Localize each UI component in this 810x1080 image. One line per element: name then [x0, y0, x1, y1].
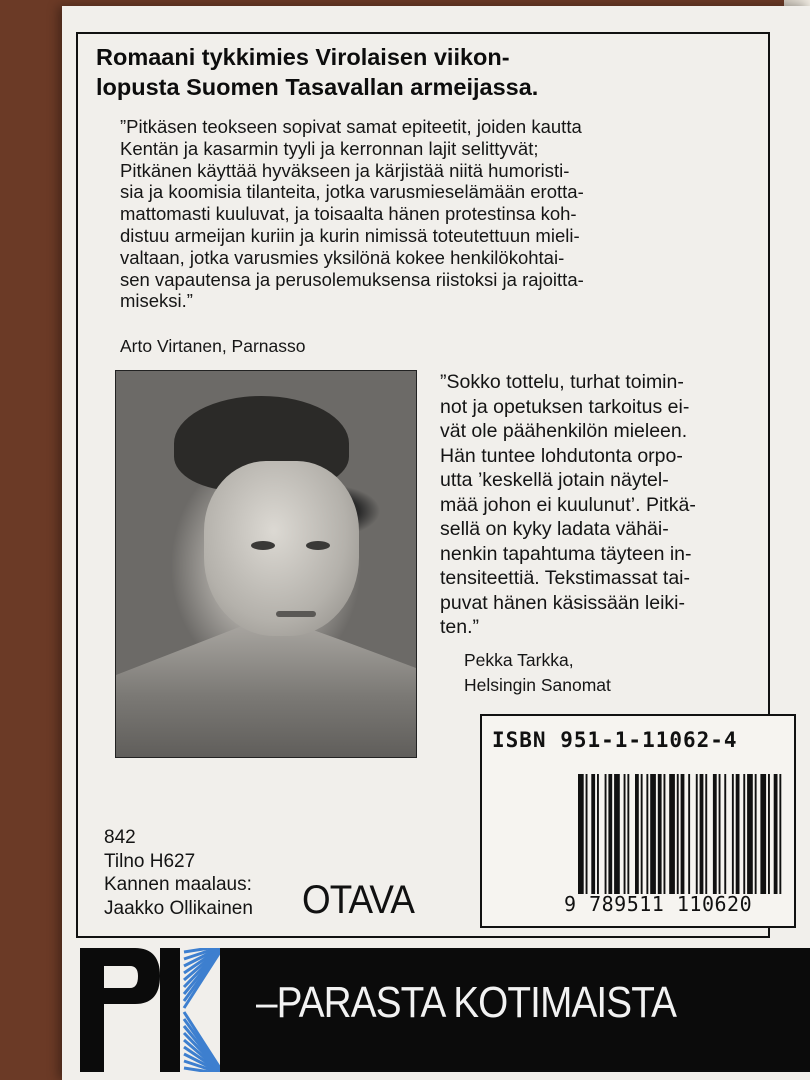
barcode-bar: [743, 774, 745, 894]
barcode-bar: [650, 774, 656, 894]
headline-line: Romaani tykkimies Virolaisen viikon-: [96, 44, 510, 70]
review-source-hs: [464, 648, 724, 698]
review-source-name: Pekka Tarkka,: [464, 650, 574, 670]
review-line: puvat hänen käsissään leiki-: [440, 591, 685, 614]
barcode-bar: [646, 774, 648, 894]
barcode-bar: [705, 774, 707, 894]
barcode-bar: [688, 774, 690, 894]
barcode-bar: [719, 774, 721, 894]
barcode-bar: [732, 774, 734, 894]
review-line: valtaan, jotka varusmies yksilönä kokee henkilökohtai-: [120, 246, 565, 268]
barcode-box: [480, 714, 796, 928]
barcode-bar: [713, 774, 717, 894]
review-line: Hän tuntee lohdutonta orpo-: [440, 444, 683, 467]
review-line: utta ’keskellä jotain näytel-: [440, 469, 669, 491]
barcode-bar: [696, 774, 698, 894]
review-line: sia ja koomisia tilanteita, jotka varusmieselämään erotta-: [120, 181, 584, 203]
barcode-bar: [614, 774, 620, 894]
review-line: Pitkänen käyttää hyväkseen ja kärjistää niitä humoristi-: [120, 159, 570, 181]
barcode-bar: [635, 774, 639, 894]
barcode-bar: [747, 774, 753, 894]
photo-eye: [251, 541, 275, 550]
photo-face: [204, 461, 359, 636]
review-line: mattomasti kuuluvat, ja toisaalta hänen protestinsa koh-: [120, 203, 577, 225]
publisher-info-line: Tilno H627: [104, 850, 196, 872]
barcode-bar: [624, 774, 626, 894]
review-helsingin-sanomat: [440, 370, 760, 640]
photo-shirt: [116, 626, 416, 758]
review-line: miseksi.”: [120, 290, 193, 312]
barcode-bar: [760, 774, 766, 894]
isbn-number: ISBN 951-1-11062-4: [492, 728, 738, 752]
review-source-parnasso: Arto Virtanen, Parnasso: [120, 336, 306, 356]
barcode-bar: [664, 774, 666, 894]
photo-eye: [306, 541, 330, 550]
barcode-bar: [605, 774, 607, 894]
headline: [96, 42, 736, 102]
barcode-bar: [724, 774, 726, 894]
barcode-bar: [768, 774, 770, 894]
barcode-bar: [681, 774, 685, 894]
ean-number: 9 789511 110620: [564, 892, 753, 916]
review-parnasso: [120, 116, 760, 312]
barcode-bar: [669, 774, 675, 894]
review-line: sellä on kyky ladata vähäi-: [440, 518, 669, 540]
barcode-bar: [700, 774, 704, 894]
review-line: tensiteettiä. Tekstimassat tai-: [440, 567, 690, 589]
barcode-icon: [578, 774, 786, 894]
headline-line: lopusta Suomen Tasavallan armeijassa.: [96, 74, 539, 100]
barcode-bar: [658, 774, 662, 894]
barcode-bar: [677, 774, 679, 894]
publisher-info: [104, 826, 253, 920]
barcode-bar: [774, 774, 778, 894]
review-line: not ja opetuksen tarkoitus ei-: [440, 395, 690, 418]
review-line: mää johon ei kuulunut’. Pitkä-: [440, 493, 696, 516]
review-line: nenkin tapahtuma täyteen in-: [440, 542, 692, 565]
barcode-bar: [627, 774, 629, 894]
barcode-bar: [779, 774, 781, 894]
barcode-bar: [597, 774, 599, 894]
review-line: sen vapautensa ja perusolemuksensa riistoksi ja rajoitta-: [120, 268, 584, 290]
barcode-bar: [578, 774, 584, 894]
barcode-bar: [755, 774, 757, 894]
review-source-paper: Helsingin Sanomat: [464, 675, 611, 695]
review-line: ”Pitkäsen teokseen sopivat samat epiteetit, joiden kautta: [120, 116, 582, 137]
series-slogan: –PARASTA KOTIMAISTA: [256, 978, 677, 1027]
logo-letter-p: [80, 948, 160, 1072]
publisher-info-line: Jaakko Ollikainen: [104, 897, 253, 919]
review-line: Kentän ja kasarmin tyyli ja kerronnan lajit selittyvät;: [120, 137, 539, 159]
review-line: distuu armeijan kuriin ja kurin nimissä toteutettuun mieli-: [120, 224, 580, 246]
review-line: ”Sokko tottelu, turhat toimin-: [440, 371, 684, 393]
review-line: ten.”: [440, 616, 480, 638]
barcode-bar: [736, 774, 740, 894]
author-photo: [115, 370, 417, 758]
logo-letter-k-stem: [160, 948, 180, 1072]
publisher-info-line: Kannen maalaus:: [104, 874, 252, 895]
barcode-bar: [586, 774, 588, 894]
barcode-bar: [591, 774, 595, 894]
otava-logo: OTAVA: [302, 878, 414, 922]
barcode-bar: [608, 774, 612, 894]
pk-logo-icon: [80, 948, 230, 1072]
publisher-info-line: 842: [104, 827, 136, 848]
review-line: vät ole päähenkilön mieleen.: [440, 420, 688, 442]
logo-blue-stripes: [184, 948, 220, 1072]
barcode-bar: [641, 774, 643, 894]
photo-mouth: [276, 611, 316, 617]
